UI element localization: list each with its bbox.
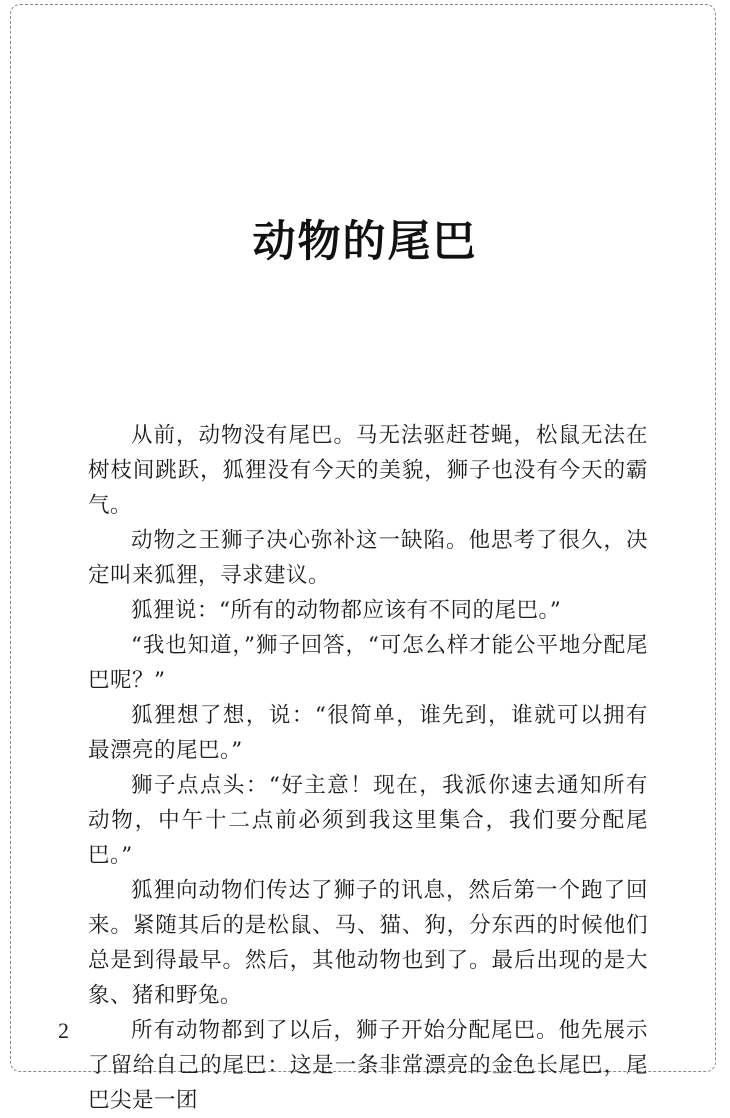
paragraph-8: 所有动物都到了以后，狮子开始分配尾巴。他先展示了留给自己的尾巴：这是一条非常漂亮的金色长尾巴，尾巴尖是一团 (88, 1018, 648, 1113)
paragraph-6: 狮子点点头：“好主意！现在，我派你速去通知所有动物，中午十二点前必须到我这里集合，我们要分配尾巴。” (88, 773, 648, 868)
paragraph-1: 从前，动物没有尾巴。马无法驱赶苍蝇，松鼠无法在树枝间跳跃，狐狸没有今天的美貌，狮子也没有今天的霸气。 (88, 423, 648, 518)
paragraph-7: 狐狸向动物们传达了狮子的讯息，然后第一个跑了回来。紧随其后的是松鼠、马、猫、狗，分东西的时候他们总是到得最早。然后，其他动物也到了。最后出现的是大象、猪和野兔。 (88, 878, 648, 1008)
paragraph-3: 狐狸说：“所有的动物都应该有不同的尾巴。” (131, 598, 562, 623)
paragraph-5: 狐狸想了想，说：“很简单，谁先到，谁就可以拥有最漂亮的尾巴。” (88, 703, 648, 763)
page-number: 2 (58, 1018, 69, 1043)
story-body (88, 418, 648, 1118)
page-title: 动物的尾巴 (252, 217, 478, 267)
paragraph-4: “我也知道，”狮子回答，“可怎么样才能公平地分配尾巴呢？” (88, 633, 648, 693)
paragraph-2: 动物之王狮子决心弥补这一缺陷。他思考了很久，决定叫来狐狸，寻求建议。 (88, 528, 648, 588)
